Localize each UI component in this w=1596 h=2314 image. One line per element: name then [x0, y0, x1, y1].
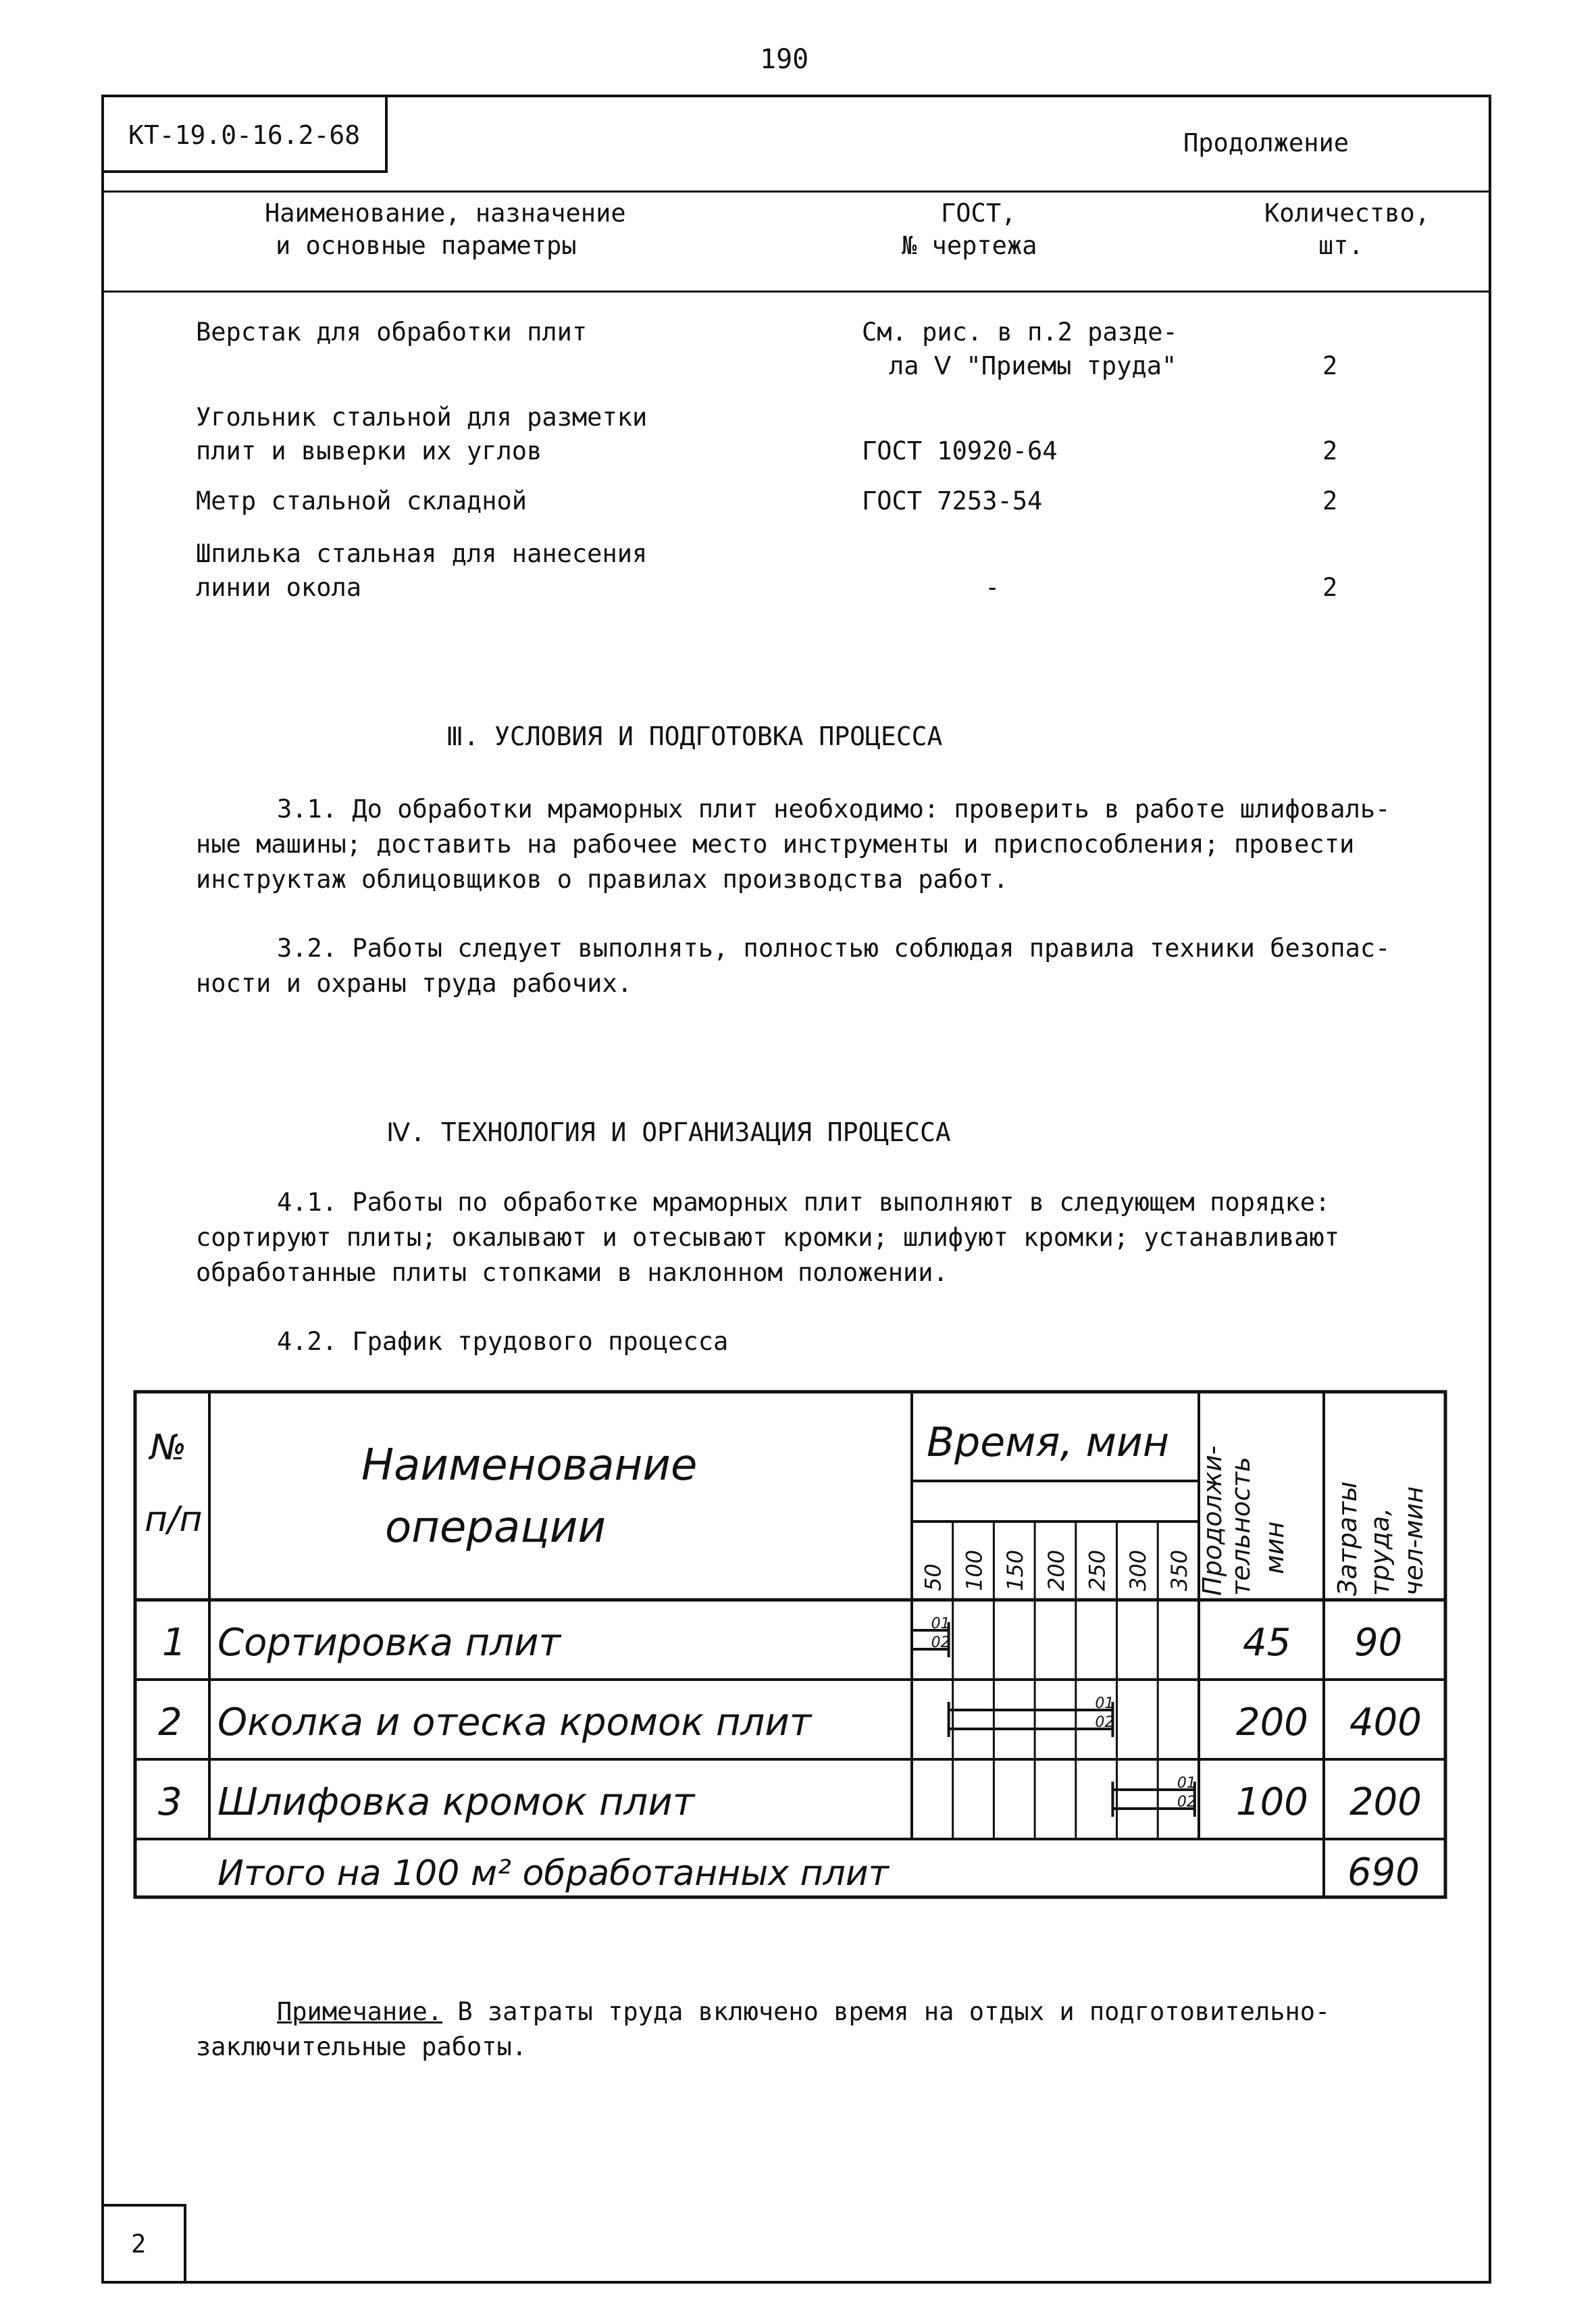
row-2-duration: 200: [1236, 1701, 1308, 1744]
tool-row-1-qty: 2: [1322, 351, 1338, 380]
h-duration-1: Продолжи-: [1198, 1445, 1227, 1596]
h-labor-1: Затраты: [1333, 1481, 1362, 1596]
s4p1-line1: 4.1. Работы по обработке мраморных плит выполняют в следующем порядке:: [277, 1188, 1331, 1217]
tool-row-3-name: Метр стальной складной: [196, 486, 527, 515]
worker-label: 02: [931, 1634, 950, 1651]
tool-row-4-name-line1: Шпилька стальная для нанесения: [196, 539, 648, 568]
h-labor-2: труда,: [1365, 1507, 1395, 1596]
h-duration-3: мин: [1260, 1521, 1289, 1574]
h-duration-2: тельность: [1226, 1457, 1256, 1596]
time-tick-label: 100: [961, 1549, 987, 1591]
row-3-num: 3: [158, 1780, 182, 1824]
row-1-name: Сортировка плит: [217, 1621, 561, 1665]
worker-label: 02: [1095, 1714, 1114, 1731]
time-tick-label: 200: [1043, 1549, 1069, 1591]
sheet-number: 2: [131, 2230, 147, 2259]
note-line-1: [277, 1994, 1330, 2030]
total-value: 690: [1347, 1851, 1420, 1894]
header-gost-line1: ГОСТ,: [941, 199, 1016, 228]
section-3-title: Ⅲ. УСЛОВИЯ И ПОДГОТОВКА ПРОЦЕССА: [446, 722, 943, 751]
s4p1-line3: обработанные плиты стопками в наклонном положении.: [196, 1258, 948, 1287]
row-3-duration: 100: [1236, 1780, 1308, 1824]
row-1-num: 1: [162, 1621, 186, 1665]
s3p2-line2: ности и охраны труда рабочих.: [196, 969, 633, 998]
note-label: Примечание.: [277, 1997, 443, 2026]
time-tick-label: 150: [1002, 1549, 1029, 1591]
worker-label: 01: [931, 1615, 950, 1632]
note-line-2: заключительные работы.: [196, 2032, 527, 2061]
doc-code: КТ-19.0-16.2-68: [128, 120, 361, 150]
time-tick-label: 350: [1166, 1549, 1192, 1591]
tool-row-1-gost-line1: См. рис. в п.2 разде-: [862, 318, 1178, 347]
h-num-2: п/п: [145, 1499, 203, 1540]
header-qty-line1: Количество,: [1264, 199, 1431, 228]
header-name-line1: Наименование, назначение: [265, 199, 626, 228]
row-3-name: Шлифовка кромок плит: [217, 1780, 695, 1824]
tool-row-2-name-line2: плит и выверки их углов: [196, 436, 542, 466]
tool-row-1-name: Верстак для обработки плит: [196, 318, 588, 347]
header-gost-line2: № чертежа: [902, 231, 1037, 260]
tool-row-1-gost-line2: ла Ⅴ "Приемы труда": [889, 351, 1177, 380]
row-2-num: 2: [158, 1701, 182, 1744]
tool-row-2-qty: 2: [1322, 436, 1338, 466]
h-name-1: Наименование: [361, 1440, 698, 1490]
row-3-labor: 200: [1349, 1780, 1422, 1824]
header-qty-line2: шт.: [1318, 231, 1364, 260]
tool-row-2-name-line1: Угольник стальной для разметки: [196, 403, 648, 432]
sheet-number-box: [101, 2204, 186, 2284]
h-time: Время, мин: [927, 1419, 1170, 1466]
h-name-2: операции: [385, 1503, 606, 1553]
tool-row-3-gost: ГОСТ 7253-54: [862, 486, 1043, 515]
h-labor-3: чел-мин: [1399, 1486, 1428, 1596]
s3p1-line3: инструктаж облицовщиков о правилах производства работ.: [196, 865, 1008, 894]
tool-row-4-gost: -: [985, 573, 1000, 602]
h-num-1: №: [150, 1428, 187, 1468]
tool-row-4-name-line2: линии окола: [196, 573, 362, 602]
total-label: Итого на 100 м² обработанных плит: [217, 1853, 889, 1894]
worker-label: 01: [1177, 1775, 1196, 1792]
worker-label: 02: [1177, 1794, 1196, 1811]
header-name-line2: и основные параметры: [276, 231, 577, 260]
row-2-labor: 400: [1349, 1701, 1422, 1744]
s4p1-line2: сортируют плиты; окалывают и отесывают кромки; шлифуют кромки; устанавливают: [196, 1223, 1339, 1252]
row-1-duration: 45: [1243, 1621, 1291, 1665]
time-tick-label: 50: [920, 1563, 946, 1591]
worker-label: 01: [1095, 1695, 1114, 1712]
tool-row-2-gost: ГОСТ 10920-64: [862, 436, 1058, 466]
time-tick-label: 300: [1125, 1549, 1152, 1591]
note-text-1: В затраты труда включено время на отдых и подготовительно-: [442, 1997, 1331, 2026]
s3p1-line2: ные машины; доставить на рабочее место инструменты и приспособления; провести: [196, 830, 1355, 859]
page-number: 190: [760, 44, 809, 75]
section-4-title: Ⅳ. ТЕХНОЛОГИЯ И ОРГАНИЗАЦИЯ ПРОЦЕССА: [386, 1117, 951, 1147]
s3p1-line1: 3.1. До обработки мраморных плит необходимо: проверить в работе шлифоваль-: [277, 795, 1391, 824]
continuation-label: Продолжение: [1183, 128, 1349, 157]
tool-row-4-qty: 2: [1322, 573, 1338, 602]
section-4-paragraph-2: 4.2. График трудового процесса: [277, 1327, 729, 1356]
time-tick-label: 250: [1084, 1549, 1110, 1591]
tool-row-3-qty: 2: [1322, 486, 1338, 515]
row-1-labor: 90: [1354, 1621, 1403, 1665]
row-2-name: Околка и отеска кромок плит: [217, 1701, 812, 1744]
s3p2-line1: 3.2. Работы следует выполнять, полностью соблюдая правила техники безопас-: [277, 934, 1391, 963]
